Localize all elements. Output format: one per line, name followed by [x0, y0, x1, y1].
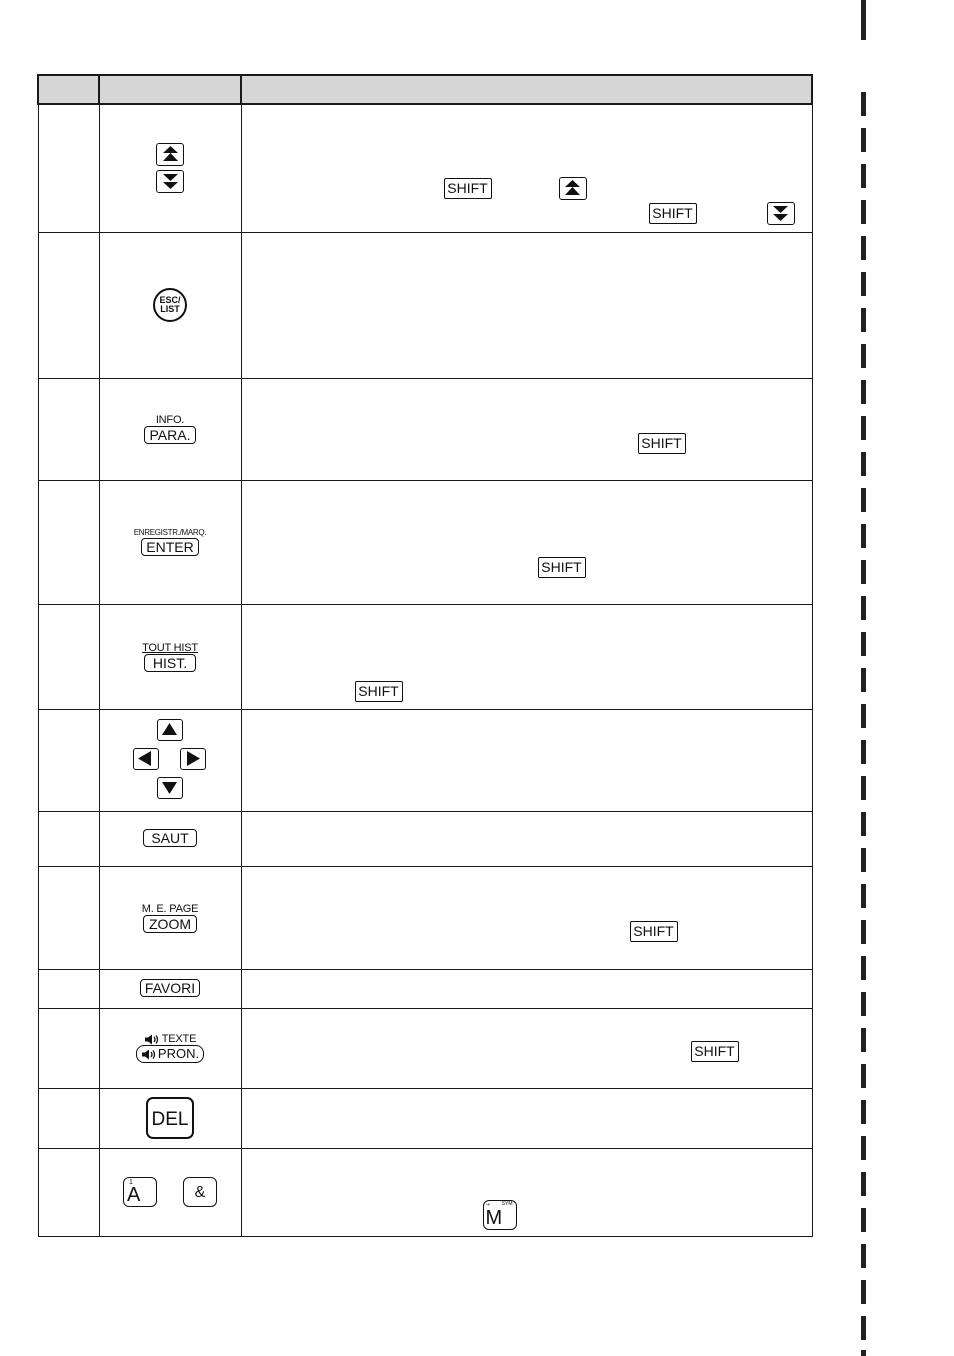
number-cell [38, 104, 99, 232]
texte-label-group [144, 1033, 196, 1045]
tout-hist-label: TOUT HIST [142, 641, 198, 654]
right-arrow-icon [181, 749, 204, 768]
number-cell [38, 969, 99, 1008]
page-up-icon [158, 144, 183, 164]
number-cell [38, 866, 99, 969]
speaker-icon [141, 1049, 156, 1060]
pron-label: PRON. [157, 1046, 200, 1061]
a-key [123, 1177, 157, 1207]
key-cell [99, 969, 241, 1008]
number-cell [38, 811, 99, 866]
m-key-divide: ÷ [486, 1201, 491, 1209]
info-label: INFO. [155, 414, 185, 426]
description-cell [241, 709, 812, 811]
m-sym-key [483, 1200, 517, 1230]
del-key: DEL [146, 1097, 194, 1139]
key-cell [99, 811, 241, 866]
key-cell [99, 480, 241, 604]
table-row [38, 969, 812, 1008]
page-down-icon [158, 171, 183, 191]
down-arrow-icon [158, 778, 181, 797]
shift-key: SHIFT [649, 203, 697, 224]
description-cell [241, 604, 812, 709]
texte-label: TEXTE [161, 1033, 197, 1045]
number-cell [38, 378, 99, 480]
page-up-key [559, 177, 587, 200]
description-cell [241, 480, 812, 604]
table-row [38, 1088, 812, 1148]
key-cell [99, 604, 241, 709]
shift-key: SHIFT [691, 1041, 739, 1062]
left-arrow-icon [134, 749, 157, 768]
number-cell [38, 1008, 99, 1088]
key-cell [99, 709, 241, 811]
description-cell [241, 866, 812, 969]
key-cell [99, 1148, 241, 1236]
description-cell [241, 104, 812, 232]
table-row [38, 232, 812, 378]
table-row [38, 1008, 812, 1088]
description-cell [241, 378, 812, 480]
page-down-icon [768, 203, 793, 223]
up-arrow-icon [158, 720, 181, 739]
enter-key: ENTER [141, 538, 198, 556]
enregistr-label: ENREGISTR./MARQ. [133, 528, 207, 537]
header-cell-function [241, 75, 812, 104]
number-cell [38, 1148, 99, 1236]
key-cell [99, 866, 241, 969]
page-up-key [156, 143, 184, 166]
m-key-sym: SYM [501, 1200, 513, 1207]
para-key: PARA. [144, 426, 196, 444]
page-down-key [767, 202, 795, 225]
page-down-key [156, 170, 184, 193]
shift-key: SHIFT [638, 433, 686, 454]
ampersand-label: & [194, 1184, 206, 1201]
description-cell [241, 1148, 812, 1236]
speaker-icon [144, 1034, 159, 1045]
table-row [38, 866, 812, 969]
number-cell [38, 480, 99, 604]
page-up-icon [560, 178, 585, 198]
description-cell [241, 232, 812, 378]
table-header-row [38, 75, 812, 104]
table-row [38, 811, 812, 866]
table-row [38, 480, 812, 604]
table-row [38, 604, 812, 709]
number-cell [38, 709, 99, 811]
table-row [38, 709, 812, 811]
number-cell [38, 232, 99, 378]
a-key-label: A [127, 1184, 141, 1206]
up-arrow-key [157, 719, 183, 741]
key-cell [99, 1008, 241, 1088]
saut-key: SAUT [143, 829, 197, 847]
pron-key [136, 1045, 204, 1063]
zoom-key: ZOOM [143, 915, 197, 933]
ampersand-key [183, 1177, 217, 1207]
shift-key: SHIFT [630, 921, 678, 942]
table-row [38, 378, 812, 480]
me-page-label: M. E. PAGE [141, 902, 199, 915]
left-arrow-key [133, 748, 159, 770]
description-cell [241, 1008, 812, 1088]
description-cell [241, 811, 812, 866]
favori-key: FAVORI [140, 979, 200, 997]
down-arrow-key [157, 777, 183, 799]
esc-list-key [153, 288, 187, 322]
shift-key: SHIFT [538, 557, 586, 578]
key-cell [99, 378, 241, 480]
header-cell-number [38, 75, 99, 104]
esc-label: ESC/ [159, 295, 181, 305]
key-cell [99, 104, 241, 232]
shift-key: SHIFT [355, 681, 403, 702]
right-arrow-key [180, 748, 206, 770]
table-row [38, 1148, 812, 1236]
cursor-keys [132, 719, 208, 801]
number-cell [38, 1088, 99, 1148]
key-reference-table [37, 74, 813, 1237]
header-cell-key [99, 75, 241, 104]
description-cell [241, 969, 812, 1008]
hist-key: HIST. [144, 654, 196, 672]
shift-key: SHIFT [444, 178, 492, 199]
number-cell [38, 604, 99, 709]
key-cell [99, 1088, 241, 1148]
table-row [38, 104, 812, 232]
description-cell [241, 1088, 812, 1148]
a-key-number: 1 [129, 1179, 133, 1186]
key-cell [99, 232, 241, 378]
list-label: LIST [160, 304, 180, 314]
m-key-label: M [485, 1206, 503, 1229]
